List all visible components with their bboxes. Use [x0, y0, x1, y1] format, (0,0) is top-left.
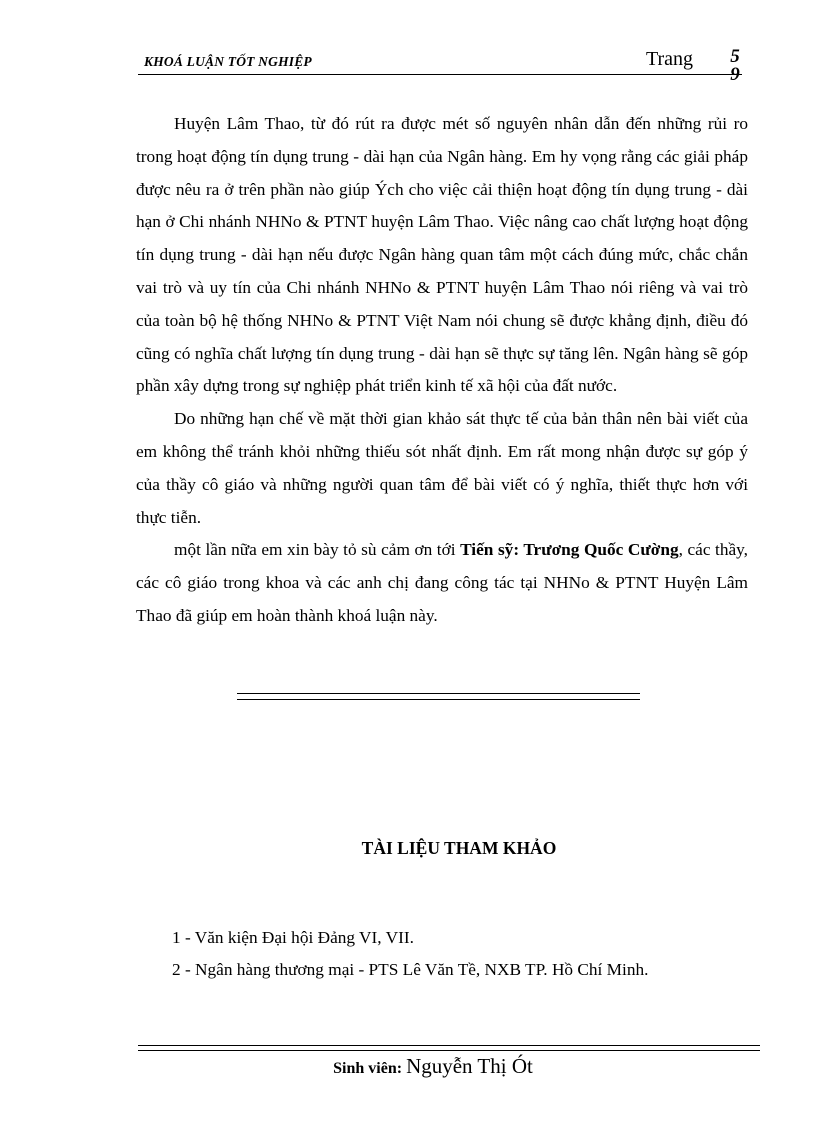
reference-item: 1 - Văn kiện Đại hội Đảng VI, VII. [172, 928, 414, 947]
header-rule [138, 74, 742, 75]
page-number-bottom [728, 66, 742, 84]
paragraph-3-text-before: một lần nữa em xin bày tỏ sù cảm ơn tới [174, 540, 461, 560]
paragraph-1 [136, 108, 748, 403]
paragraph-3 [136, 534, 748, 632]
header-page-label: Trang [646, 48, 694, 70]
footer-colon: : [396, 1060, 407, 1077]
paragraph-1-text: Huyện Lâm Thao, từ đó rút ra được mét số nguyên nhân dẫn đến những rủi ro trong hoạt động tín dụng trung - dài hạn của Ngân hàng. Em hy vọng rằng các giải pháp được nêu ra ở trên phần nào giúp Ých cho việc cải thiện hoạt động tín dụng trung - dài hạn ở Chi nhánh NHNo & PTNT huyện Lâm Thao. Việc nâng cao chất lượng hoạt động tín dụng trung - dài hạn nếu được Ngân hàng quan tâm một cách đúng mức, chắc chắn vai trò và uy tín của Chi nhánh NHNo & PTNT huyện Lâm Thao nói riêng và vai trò của toàn bộ hệ thống NHNo & PTNT Việt Nam nói chung sẽ được khẳng định, điều đó cũng có nghĩa chất lượng tín dụng trung - dài hạn sẽ thực sự tăng lên. Ngân hàng sẽ góp phần xây dựng trong sự nghiệp phát triển kinh tế xã hội của đất nước. [136, 114, 748, 396]
page-header [138, 48, 742, 78]
references-title: TÀI LIỆU THAM KHẢO [361, 838, 557, 858]
header-title: KHOÁ LUẬN TỐT NGHIỆP [144, 54, 312, 69]
section-divider [237, 693, 640, 700]
student-name: Nguyễn Thị Ót [406, 1054, 533, 1078]
references-list [172, 922, 648, 986]
page-number-top: 5 [730, 46, 740, 67]
footer-rule [138, 1045, 760, 1051]
paragraph-2-text: Do những hạn chế về mặt thời gian khảo sát thực tế của bản thân nên bài viết của em không thể tránh khỏi những thiếu sót nhất định. Em rất mong nhận được sự góp ý của thầy cô giáo và những người quan tâm để bài viết có ý nghĩa, thiết thực hơn với thực tiễn. [136, 409, 748, 527]
advisor-name: Tiến sỹ: Trương Quốc Cường [460, 540, 679, 560]
body-text [136, 108, 748, 633]
paragraph-3-text-after: , các thầy, các cô giáo trong khoa và các anh chị đang công tác tại NHNo & PTNT Huyện Lâm Thao đã giúp em hoàn thành khoá luận này. [136, 540, 748, 625]
reference-item: 2 - Ngân hàng thương mại - PTS Lê Văn Tề, NXB TP. Hồ Chí Minh. [172, 960, 649, 979]
header-page-number [728, 48, 742, 84]
paragraph-2 [136, 403, 748, 534]
footer-label: Sinh viên [333, 1060, 397, 1077]
page-footer [0, 1054, 816, 1079]
